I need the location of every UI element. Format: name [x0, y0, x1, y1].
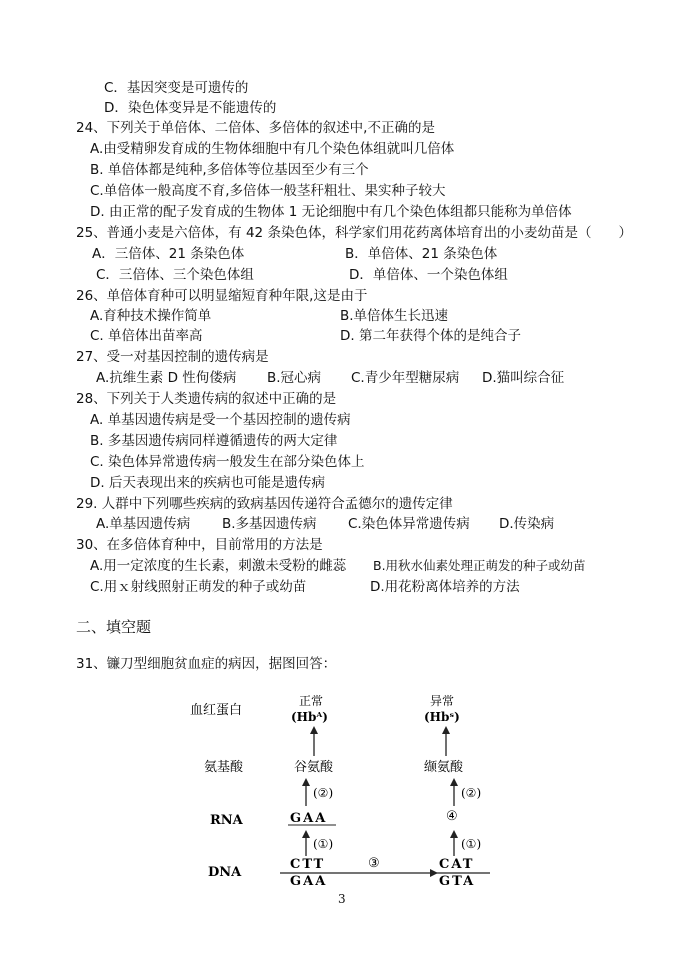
q29-option-c: C.染色体异常遗传病	[348, 516, 470, 532]
label-amino-acid: 氨基酸	[204, 760, 244, 775]
q25-option-d: D．单倍体、一个染色体组	[349, 267, 508, 283]
label-rna: RNA	[210, 813, 243, 828]
q28-option-b: B. 多基因遗传病同样遵循遗传的两大定律	[90, 433, 338, 449]
rna-normal-codon: GAA	[290, 811, 328, 826]
q31-stem: 31、镰刀型细胞贫血症的病因，据图回答：	[76, 656, 337, 672]
arrowhead	[302, 778, 310, 786]
q28-option-d: D. 后天表现出来的疾病也可能是遗传病	[90, 475, 325, 491]
q30-option-d: D.用花粉离体培养的方法	[370, 579, 520, 595]
q27-option-d: D.猫叫综合征	[482, 370, 565, 386]
q30-stem: 30、在多倍体育种中，目前常用的方法是	[76, 537, 323, 553]
normal-hb: (Hbᴬ)	[291, 710, 328, 724]
abnormal-label: 异常	[430, 694, 455, 708]
step3-mutation: ③	[368, 856, 380, 871]
dna-abnormal-top: CAT	[439, 857, 475, 872]
q24-option-a: A.由受精卵发育成的生物体细胞中有几个染色体组就叫几倍体	[90, 141, 455, 157]
q24-option-c: C.单倍体一般高度不育,多倍体一般茎秆粗壮、果实种子较大	[90, 183, 446, 199]
q30-option-c: C.用ｘ射线照射正萌发的种子或幼苗	[90, 579, 307, 595]
sickle-cell-diagram	[180, 688, 520, 888]
arrowhead	[442, 726, 450, 734]
section-title-fill-in: 二、填空题	[76, 618, 152, 636]
step2-normal: (②)	[313, 786, 334, 800]
q28-stem: 28、下列关于人类遗传病的叙述中正确的是	[76, 391, 337, 407]
arrowhead	[310, 726, 318, 734]
mutation-arrowhead	[430, 869, 438, 877]
q25-stem: 25、普通小麦是六倍体，有 42 条染色体，科学家们用花药离体培育出的小麦幼苗是（ ）	[76, 225, 632, 241]
q30-option-b: B.用秋水仙素处理正萌发的种子或幼苗	[373, 558, 586, 573]
dna-normal-bottom: GAA	[290, 874, 328, 888]
q26-option-b: B.单倍体生长迅速	[340, 308, 449, 324]
q30-option-a: A.用一定浓度的生长素，刺激未受粉的雌蕊	[90, 558, 347, 574]
q29-option-b: B.多基因遗传病	[222, 516, 317, 532]
q27-option-a: A.抗维生素 D 性佝偻病	[96, 370, 237, 386]
q26-option-c: C. 单倍体出苗率高	[90, 328, 203, 344]
q24-option-b: B. 单倍体都是纯种,多倍体等位基因至少有三个	[90, 162, 369, 178]
q26-option-d: D. 第二年获得个体的是纯合子	[340, 328, 521, 344]
label-dna: DNA	[208, 865, 242, 880]
q23-option-d: D．染色体变异是不能遗传的	[104, 100, 277, 116]
abnormal-amino-acid: 缬氨酸	[424, 760, 464, 775]
q27-option-b: B.冠心病	[267, 370, 322, 386]
q24-stem: 24、下列关于单倍体、二倍体、多倍体的叙述中,不正确的是	[76, 120, 435, 136]
q28-option-a: A. 单基因遗传病是受一个基因控制的遗传病	[90, 412, 351, 428]
normal-label: 正常	[299, 694, 324, 708]
q29-stem: 29. 人群中下列哪些疾病的致病基因传递符合孟德尔的遗传定律	[76, 496, 453, 512]
step2-abnormal: (②)	[461, 786, 482, 800]
q24-option-d: D. 由正常的配子发育成的生物体 1 无论细胞中有几个染色体组都只能称为单倍体	[90, 204, 572, 220]
page-number: 3	[338, 892, 346, 906]
dna-abnormal-bottom: GTA	[439, 874, 476, 888]
q25-option-c: C．三倍体、三个染色体组	[96, 267, 254, 283]
q28-option-c: C. 染色体异常遗传病一般发生在部分染色体上	[90, 454, 365, 470]
arrowhead	[450, 830, 458, 838]
abnormal-hb: (Hbˢ)	[424, 710, 460, 724]
q25-option-a: A．三倍体、21 条染色体	[92, 246, 245, 262]
label-hemoglobin: 血红蛋白	[190, 703, 243, 718]
step4-rna-unknown: ④	[446, 809, 458, 824]
step1-abnormal: (①)	[461, 837, 482, 851]
q29-option-a: A.单基因遗传病	[96, 516, 191, 532]
q23-option-c: C．基因突变是可遗传的	[104, 80, 249, 96]
step1-normal: (①)	[313, 837, 334, 851]
arrowhead	[450, 778, 458, 786]
dna-normal-top: CTT	[290, 857, 326, 872]
normal-amino-acid: 谷氨酸	[294, 760, 334, 775]
q27-option-c: C.青少年型糖尿病	[351, 370, 460, 386]
q27-stem: 27、受一对基因控制的遗传病是	[76, 349, 269, 365]
arrowhead	[302, 830, 310, 838]
q26-stem: 26、单倍体育种可以明显缩短育种年限,这是由于	[76, 288, 368, 304]
q26-option-a: A.育种技术操作简单	[90, 308, 212, 324]
q29-option-d: D.传染病	[499, 516, 555, 532]
q25-option-b: B．单倍体、21 条染色体	[345, 246, 498, 262]
